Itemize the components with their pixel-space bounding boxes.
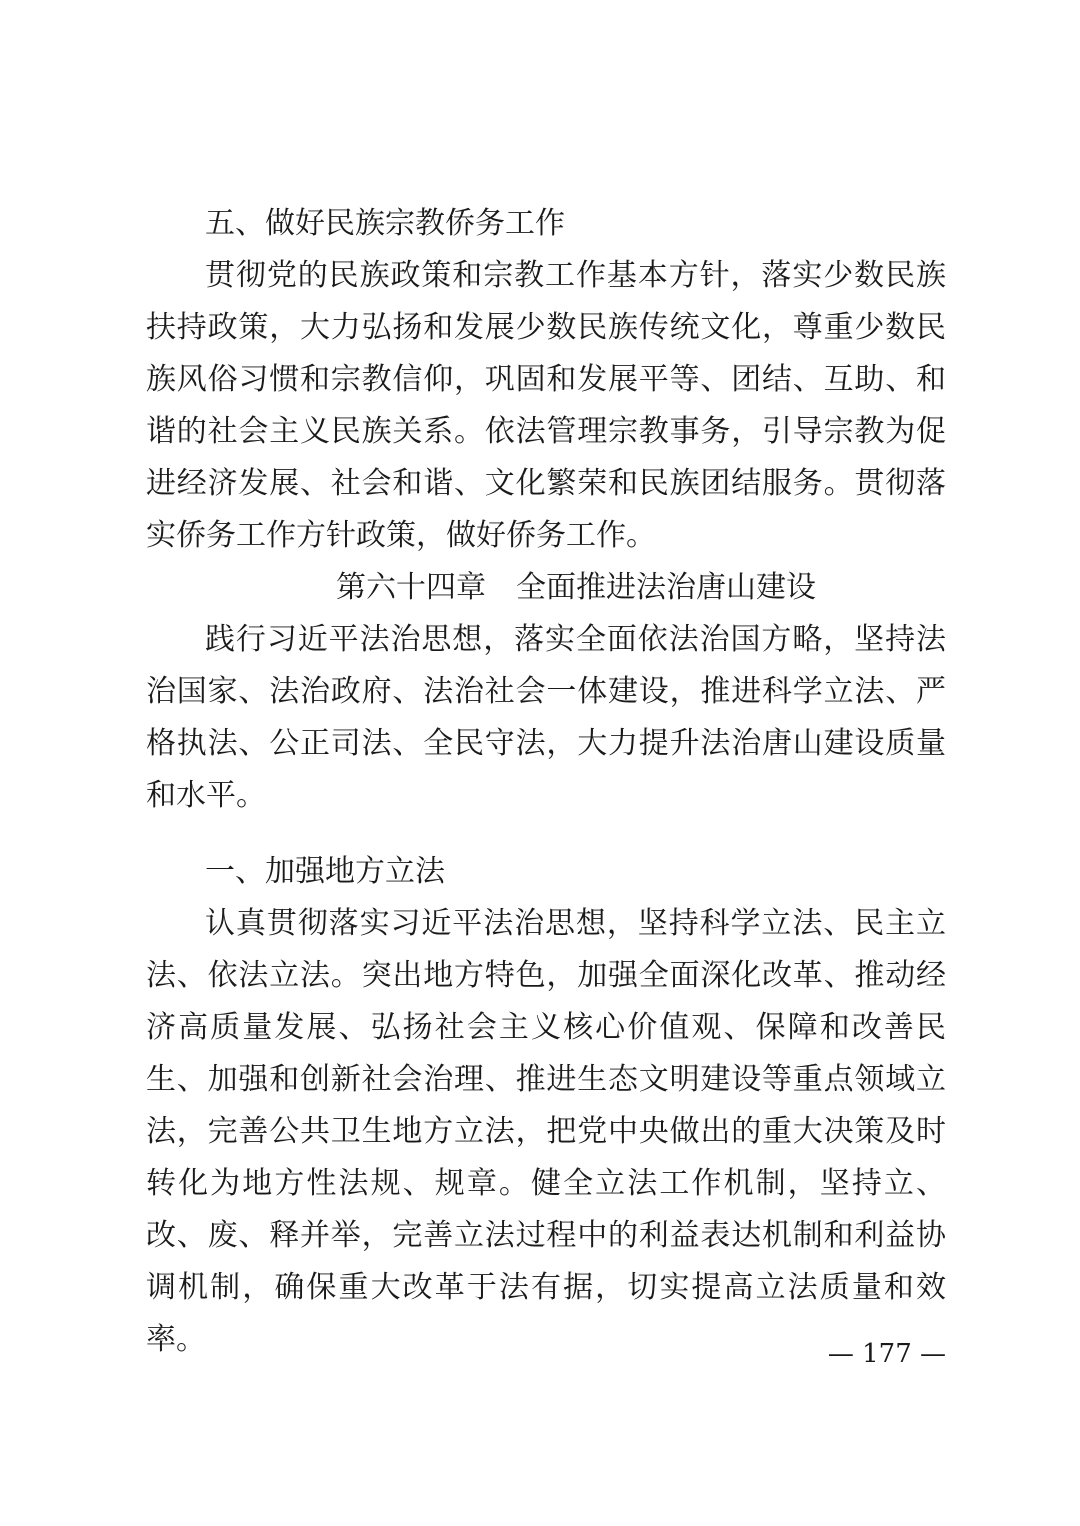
section-spacer (146, 822, 946, 846)
chapter-title: 全面推进法治唐山建设 (516, 570, 816, 605)
chapter-heading (146, 562, 946, 614)
chapter-number: 第六十四章 (336, 570, 486, 605)
section-one-paragraph: 认真贯彻落实习近平法治思想，坚持科学立法、民主立法、依法立法。突出地方特色，加强全面深化改革、推动经济高质量发展、弘扬社会主义核心价值观、保障和改善民生、加强和创新社会治理、推进生态文明建设等重点领域立法，完善公共卫生地方立法，把党中央做出的重大决策及时转化为地方性法规、规章。健全立法工作机制，坚持立、改、废、释并举，完善立法过程中的利益表达机制和利益协调机制，确保重大改革于法有据，切实提高立法质量和效率。 (146, 906, 946, 1357)
page-number: — 177 — (827, 1339, 946, 1369)
document-body (146, 198, 946, 1366)
section-five-heading: 五、做好民族宗教侨务工作 (205, 206, 565, 241)
chapter-intro-paragraph: 践行习近平法治思想，落实全面依法治国方略，坚持法治国家、法治政府、法治社会一体建设，推进科学立法、严格执法、公正司法、全民守法，大力提升法治唐山建设质量和水平。 (146, 622, 946, 813)
section-five-paragraph: 贯彻党的民族政策和宗教工作基本方针，落实少数民族扶持政策，大力弘扬和发展少数民族传统文化，尊重少数民族风俗习惯和宗教信仰，巩固和发展平等、团结、互助、和谐的社会主义民族关系。依法管理宗教事务，引导宗教为促进经济发展、社会和谐、文化繁荣和民族团结服务。贯彻落实侨务工作方针政策，做好侨务工作。 (146, 258, 946, 553)
section-one-heading: 一、加强地方立法 (205, 854, 445, 889)
